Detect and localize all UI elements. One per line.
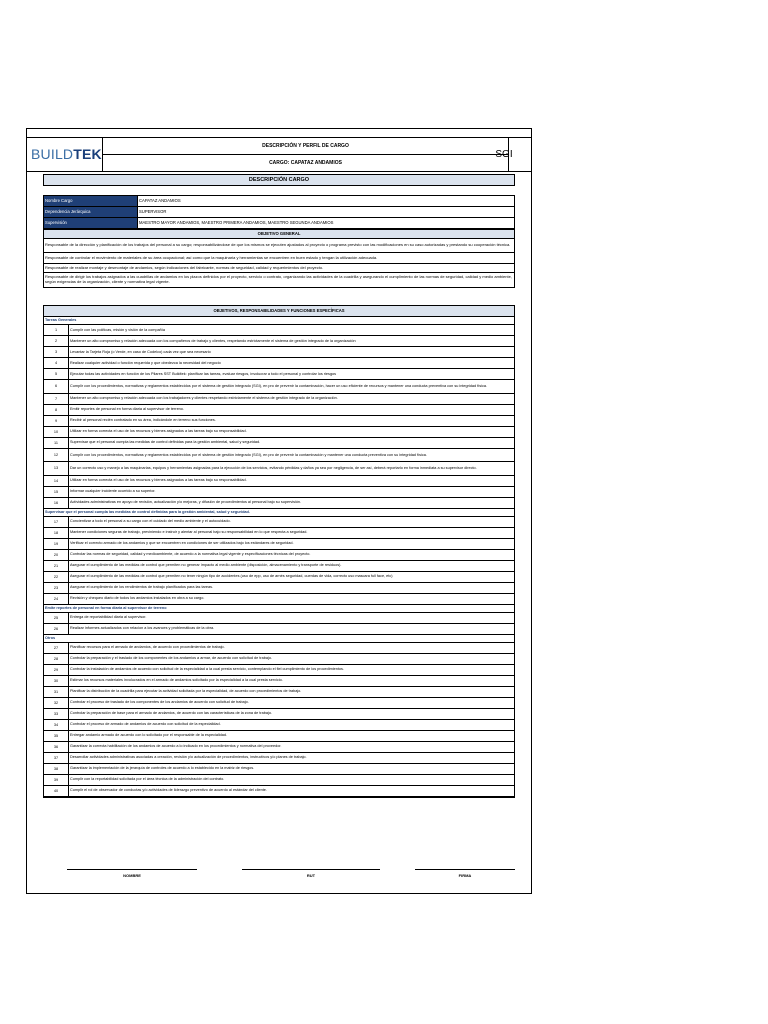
responsibility-row [44, 594, 514, 605]
signature-firma: FIRMA [415, 869, 515, 878]
row-text: Mantener un alto compromiso y relación adecuada con los trabajadores y clientes respetando estrictamente el sistema de gestión integrado de la organización. [70, 396, 338, 401]
row-text: Garantizar la correcta habilitación de los andamios de acuerdo a lo indicado en los procedimientos y normativa del proveedor. [70, 744, 282, 749]
document-header [27, 137, 531, 172]
row-text: Levantar la Tarjeta Roja (o Verde, en caso de Codelco) cada vez que sea necesario [70, 349, 211, 354]
responsibility-row [44, 624, 514, 635]
responsibility-row [44, 583, 514, 594]
signature-area [67, 869, 515, 883]
responsibilities-table [43, 305, 515, 798]
responsibility-row [44, 528, 514, 539]
row-number: 1 [44, 325, 69, 335]
row-number: 14 [44, 476, 69, 486]
row-number: 36 [44, 742, 69, 752]
row-number: 21 [44, 561, 69, 571]
row-number: 31 [44, 687, 69, 697]
row-number: 5 [44, 369, 69, 379]
responsibility-row [44, 438, 514, 449]
responsibility-row [44, 539, 514, 550]
responsibility-row [44, 687, 514, 698]
responsibility-row [44, 427, 514, 438]
group-header: Supervisar que el personal cumpla las medidas de control definidas para la gestión ambiental, salud y seguridad. [44, 509, 514, 517]
row-number: 11 [44, 438, 69, 448]
responsibility-row [44, 449, 514, 463]
row-text: Mantener un alto compromiso y relación adecuada con los compañeros de trabajo y clientes, respetando estrictamente el sistema de gestión integrado de la organización [70, 338, 356, 343]
row-number: 27 [44, 643, 69, 653]
responsibility-row [44, 775, 514, 786]
row-text: Estimar los recursos materiales involucrados en el armado de andamios solicitado por la especialidad a la cual presta servicio. [70, 678, 283, 683]
info-label: Nombre Cargo [44, 196, 138, 206]
row-number: 40 [44, 786, 69, 796]
responsibility-row [44, 709, 514, 720]
responsibility-row [44, 561, 514, 572]
objective-paragraph: Responsable de dirigir los trabajos asignados a las cuadrillas de andamios en los plazos definidos por el proyecto, servicio o contrato, organizando las actividades de la cuadrilla y asegurando el cumplimiento de las normas de seguridad, calidad y medio ambiente, según exigencias de la organización, cliente y normativa legal vigente. [45, 274, 512, 284]
row-text: Utilizar en forma correcta el uso de los recursos y bienes asignados a las tareas bajo su responsabilidad. [70, 429, 247, 434]
row-number: 33 [44, 709, 69, 719]
info-row [44, 218, 514, 228]
responsibility-row [44, 572, 514, 583]
row-number: 22 [44, 572, 69, 582]
objective-paragraph: Responsable de la dirección y planificación de los trabajos del personal a su cargo; responsabilizándose de que los mismos se ejecuten ajustados al proyecto o programa previsto con las modificaciones en su caso autorizadas y prestando su cooperación técnica. [44, 239, 514, 253]
group-header: Otros [44, 635, 514, 643]
signature-rut: RUT [242, 869, 380, 878]
responsibility-row [44, 613, 514, 624]
responsibility-row [44, 380, 514, 394]
row-number: 10 [44, 427, 69, 437]
responsibility-row [44, 665, 514, 676]
row-text: Utilizar en forma correcta el uso de los recursos y bienes asignados a las tareas bajo su responsabilidad. [70, 478, 247, 483]
row-number: 20 [44, 550, 69, 560]
row-number: 35 [44, 731, 69, 741]
responsibility-row [44, 764, 514, 775]
row-text: Planificar la distribución de la cuadrilla para ejecutar la actividad solicitada por la especialidad, de acuerdo con procedimientos de trabajo. [70, 689, 302, 694]
row-number: 2 [44, 336, 69, 346]
info-label: Supervisión [44, 218, 138, 228]
group-header: Tareas Generales [44, 317, 514, 325]
row-number: 9 [44, 416, 69, 426]
row-text: Controlar la preparación de base para el armado de andamios, de acuerdo con las características de la zona de trabajo. [70, 711, 272, 716]
responsibility-row [44, 731, 514, 742]
row-number: 26 [44, 624, 69, 634]
section-title: DESCRIPCIÓN CARGO [43, 174, 515, 186]
row-text: Revisión y chequeo diario de todos los andamios instalados en obra a su cargo. [70, 596, 205, 601]
row-text: Controlar el proceso de traslado de los componentes de los andamios de acuerdo con solicitud de trabajo. [70, 700, 249, 705]
system-code: SGI [495, 149, 513, 160]
info-value: SUPERVISOR [139, 209, 167, 214]
row-text: Cumplir con los procedimientos, normativas y reglamentos establecidos por el sistema de gestión integrado (SGI), en pro de prevenir la contaminación, hacer un uso eficiente de recursos y mantener una conducta preventiva con su integridad física. [70, 384, 488, 389]
row-text: Asegurar el cumplimiento de las medidas de control que permiten no tener ningún tipo de accidentes (uso de epp, uso de arnés seguridad, cuerdas de vida, correcto uso mascara full face, etc) [70, 574, 393, 579]
responsibility-row [44, 394, 514, 405]
row-text: Cumplir el rol de observador de conductas y/o actividades de liderazgo preventivo de acuerdo al estándar del cliente. [70, 788, 267, 793]
row-number: 17 [44, 517, 69, 527]
row-text: Entrega de reportabilidad diaria al supervisor. [70, 615, 147, 620]
row-number: 19 [44, 539, 69, 549]
row-text: Informar cualquier incidente ocurrido a su superior. [70, 489, 156, 494]
row-text: Controlar las normas de seguridad, calidad y medioambiente, de acuerdo a la normativa legal vigente y especificaciones técnicas del proyecto. [70, 552, 311, 557]
responsibility-row [44, 517, 514, 528]
row-text: Cumplir con los procedimientos, normativas y reglamentos establecidos por el sistema de gestión integrado (SGI), en pro de prevenir la contaminación y mantener una conducta preventiva con su integridad física. [70, 452, 427, 457]
row-text: Verificar el correcto armado de los andamios y que se encuentren en condiciones de ser utilizados bajo los estándares de seguridad. [70, 541, 294, 546]
responsibility-row [44, 405, 514, 416]
info-value: CAPATAZ ANDAMIOS [139, 198, 181, 203]
row-text: Dar un correcto uso y manejo a las maquinarias, equipos y herramientas asignadas para la ejecución de los servicios, evitando pérdidas y daños ya sea por negligencia, de ser así, deberá reportarlo en forma inmediata a su supervisor directo. [70, 466, 477, 471]
responsibility-row [44, 487, 514, 498]
responsibility-row [44, 358, 514, 369]
row-number: 8 [44, 405, 69, 415]
responsibility-row [44, 654, 514, 665]
row-number: 16 [44, 498, 69, 508]
header-titles [102, 138, 509, 171]
row-text: Supervisar que el personal cumpla las medidas de control definidas para la gestión ambiental, salud y seguridad. [70, 440, 261, 445]
row-number: 12 [44, 449, 69, 462]
row-text: Cumplir con la reportabilidad solicitada por el área técnica de la administración del contrato. [70, 777, 225, 782]
responsibilities-title: OBJETIVOS, RESPONSABILIDADES Y FUNCIONES ESPECÍFICAS [44, 306, 514, 317]
info-value: MAESTRO MAYOR ANDAMIOS, MAESTRO PRIMERA ANDAMIOS, MAESTRO SEGUNDA ANDAMIOS [139, 220, 334, 225]
responsibility-row [44, 676, 514, 687]
responsibility-row [44, 643, 514, 654]
row-number: 34 [44, 720, 69, 730]
row-number: 39 [44, 775, 69, 785]
row-number: 25 [44, 613, 69, 623]
general-objective-title: OBJETIVO GENERAL [44, 230, 514, 239]
row-text: Recibir al personal recién contratado en su área, indicándole en terreno sus funciones. [70, 418, 216, 423]
responsibility-row [44, 720, 514, 731]
row-number: 7 [44, 394, 69, 404]
row-number: 15 [44, 487, 69, 497]
row-text: Asegurar el cumplimiento de los rendimientos de trabajo planificados para las tareas. [70, 585, 214, 590]
row-number: 29 [44, 665, 69, 675]
objective-paragraph: Responsable de realizar montaje y desmontaje de andamios, según indicaciones del fabricante, normas de seguridad, calidad y requerimientos del proyecto. [44, 264, 514, 273]
row-text: Mantener condiciones seguras de trabajo, previniendo e instruir y alentar al personal bajo su responsabilidad en lo que respecta a seguridad. [70, 530, 308, 535]
row-text: Entregar andamio armado de acuerdo con lo solicitado por el responsable de la especialidad. [70, 733, 228, 738]
row-text: Planificar recursos para el armado de andamios, de acuerdo con procedimientos de trabajo. [70, 645, 225, 650]
responsibility-row [44, 753, 514, 764]
responsibility-row [44, 742, 514, 753]
row-number: 4 [44, 358, 69, 368]
general-objective [43, 229, 515, 288]
responsibility-row [44, 476, 514, 487]
row-number: 28 [44, 654, 69, 664]
row-number: 38 [44, 764, 69, 774]
responsibility-row [44, 347, 514, 358]
row-number: 6 [44, 380, 69, 393]
responsibility-row [44, 416, 514, 427]
row-number: 18 [44, 528, 69, 538]
row-text: Asegurar el cumplimiento de las medidas de control que permiten no generar impacto al medio ambiente (disposición, almacenamiento y transporte de residuos). [70, 563, 342, 568]
responsibility-row [44, 369, 514, 380]
responsibility-row [44, 698, 514, 709]
row-text: Actividades administrativas en apoyo de revisión, actualización y/o mejoras, y difusión de procedimientos al personal bajo su supervisión. [70, 500, 302, 505]
document-page [26, 128, 532, 894]
company-logo: BUILDTEK [31, 146, 102, 162]
row-number: 24 [44, 594, 69, 604]
row-text: Concientizar a todo el personal a su cargo con el cuidado del medio ambiente y el autocuidado. [70, 519, 231, 524]
row-text: Ejecutar todas las actividades en función de los Pilares SST Buildtek: planificar las tareas, evaluar riesgos, involucrar a todo el personal y controlar los riesgos [70, 371, 337, 376]
responsibility-row [44, 550, 514, 561]
row-text: Garantizar la implementación de la jerarquía de controles de acuerdo a lo establecido en la matriz de riesgos. [70, 766, 255, 771]
objective-paragraph: Responsable de controlar el movimiento de materiales de su área ocupacional; así como que la maquinaria y herramientas se encuentren en buen estado y tengan la utilización adecuada. [44, 253, 514, 264]
row-number: 32 [44, 698, 69, 708]
signature-name: NOMBRE [67, 869, 197, 878]
row-text: Controlar la preparación y el traslado de los componentes de los andamios a armar, de acuerdo con solicitud de trabajo. [70, 656, 272, 661]
row-text: Emitir reportes de personal en forma diaria al supervisor de terreno. [70, 407, 184, 412]
row-text: Controlar la instalación de andamios de acuerdo con solicitud de la especialidad a la cual presta servicio, contemplando el fiel cumplimiento de los procedimientos. [70, 667, 344, 672]
position-info-table [43, 195, 515, 229]
document-title: DESCRIPCIÓN Y PERFIL DE CARGO [103, 138, 508, 155]
row-number: 23 [44, 583, 69, 593]
row-number: 3 [44, 347, 69, 357]
row-text: Realizar cualquier actividad o función requerida y que obedezca la necesidad del negocio [70, 360, 221, 365]
info-row [44, 207, 514, 218]
responsibility-row [44, 325, 514, 336]
info-label: Dependencia Jerárquica [44, 207, 138, 217]
responsibility-row [44, 786, 514, 797]
row-text: Controlar el proceso de armado de andamios de acuerdo con solicitud de la especialidad. [70, 722, 221, 727]
row-text: Desarrollar actividades administrativas asociadas a creación, revisión y/o actualización de procedimientos, instructivos y/o planes de trabajo. [70, 755, 307, 760]
responsibility-row [44, 462, 514, 476]
row-number: 37 [44, 753, 69, 763]
responsibility-row [44, 336, 514, 347]
row-number: 13 [44, 462, 69, 475]
group-header: Emite reportes de personal en forma diaria al supervisor de terreno [44, 605, 514, 613]
info-row [44, 196, 514, 207]
position-title: CARGO: CAPATAZ ANDAMIOS [269, 160, 342, 166]
row-text: Realizar informes actualizados con relacion a los avances y problemáticas de la obra. [70, 626, 215, 631]
row-number: 30 [44, 676, 69, 686]
responsibility-row [44, 498, 514, 509]
row-text: Cumplir con las políticas, misión y visión de la compañía [70, 327, 165, 332]
